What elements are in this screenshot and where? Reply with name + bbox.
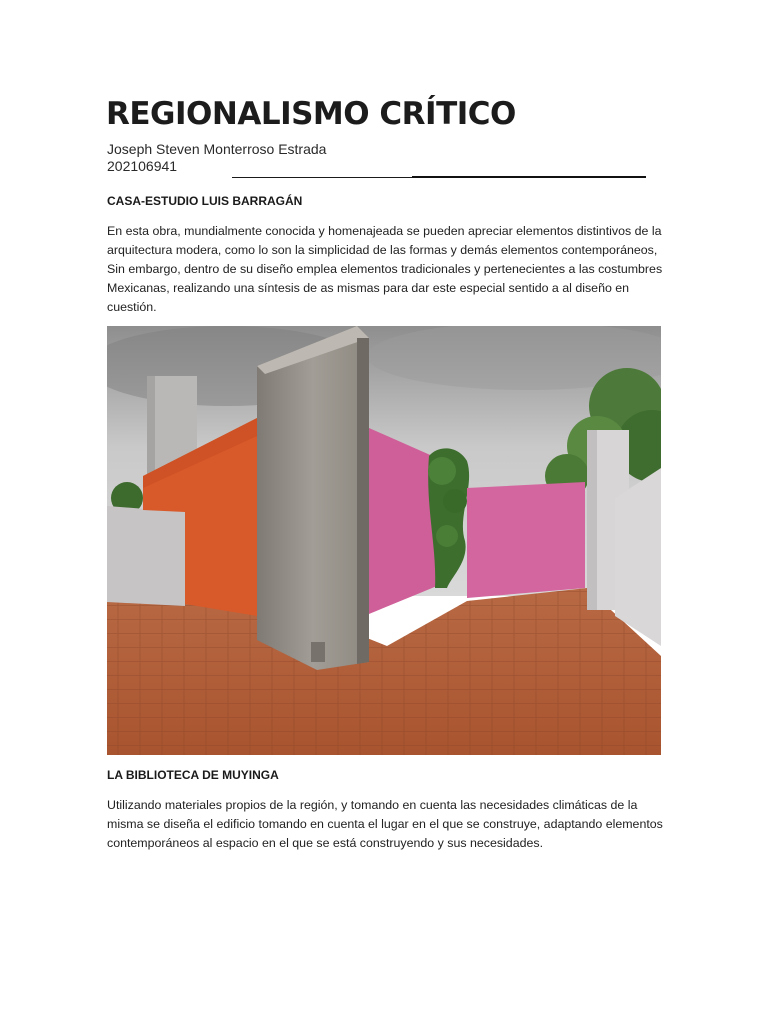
section-body-muyinga: Utilizando materiales propios de la región, y tomando en cuenta las necesidades climáticas de la misma se diseña el edificio tomando en cuenta el lugar en el que se construye, adaptando elementos contemporáneos al espacio en el que se está construyendo y sus necesidades. (107, 798, 663, 850)
section-body-barragan: En esta obra, mundialmente conocida y homenajeada se pueden apreciar elementos distintivos de la arquitectura modera, como lo son la simplicidad de las formas y demás elementos contemporáneos, Sin embargo, dentro de su diseño emplea elementos tradicionales y pertenecientes a las costumbres Mexicanas, realizando una síntesis de as mismas para dar este especial sentido a al diseño en cuestión. (107, 224, 663, 314)
left-grey-wall (107, 506, 185, 606)
pink-wall-left (369, 428, 437, 614)
author-id: 202106941 (107, 158, 178, 174)
right-wall (615, 468, 661, 646)
header-divider-thick (412, 176, 646, 178)
section-heading-barragan: CASA-ESTUDIO LUIS BARRAGÁN (107, 194, 303, 208)
document-title: REGIONALISMO CRÍTICO (106, 96, 516, 132)
pink-wall-back (467, 482, 585, 598)
section-heading-muyinga: LA BIBLIOTECA DE MUYINGA (107, 768, 279, 782)
author-name: Joseph Steven Monterroso Estrada (107, 141, 327, 157)
central-pillar (257, 326, 369, 670)
header-divider-thin (232, 177, 412, 178)
barragan-courtyard-photo (107, 326, 661, 755)
